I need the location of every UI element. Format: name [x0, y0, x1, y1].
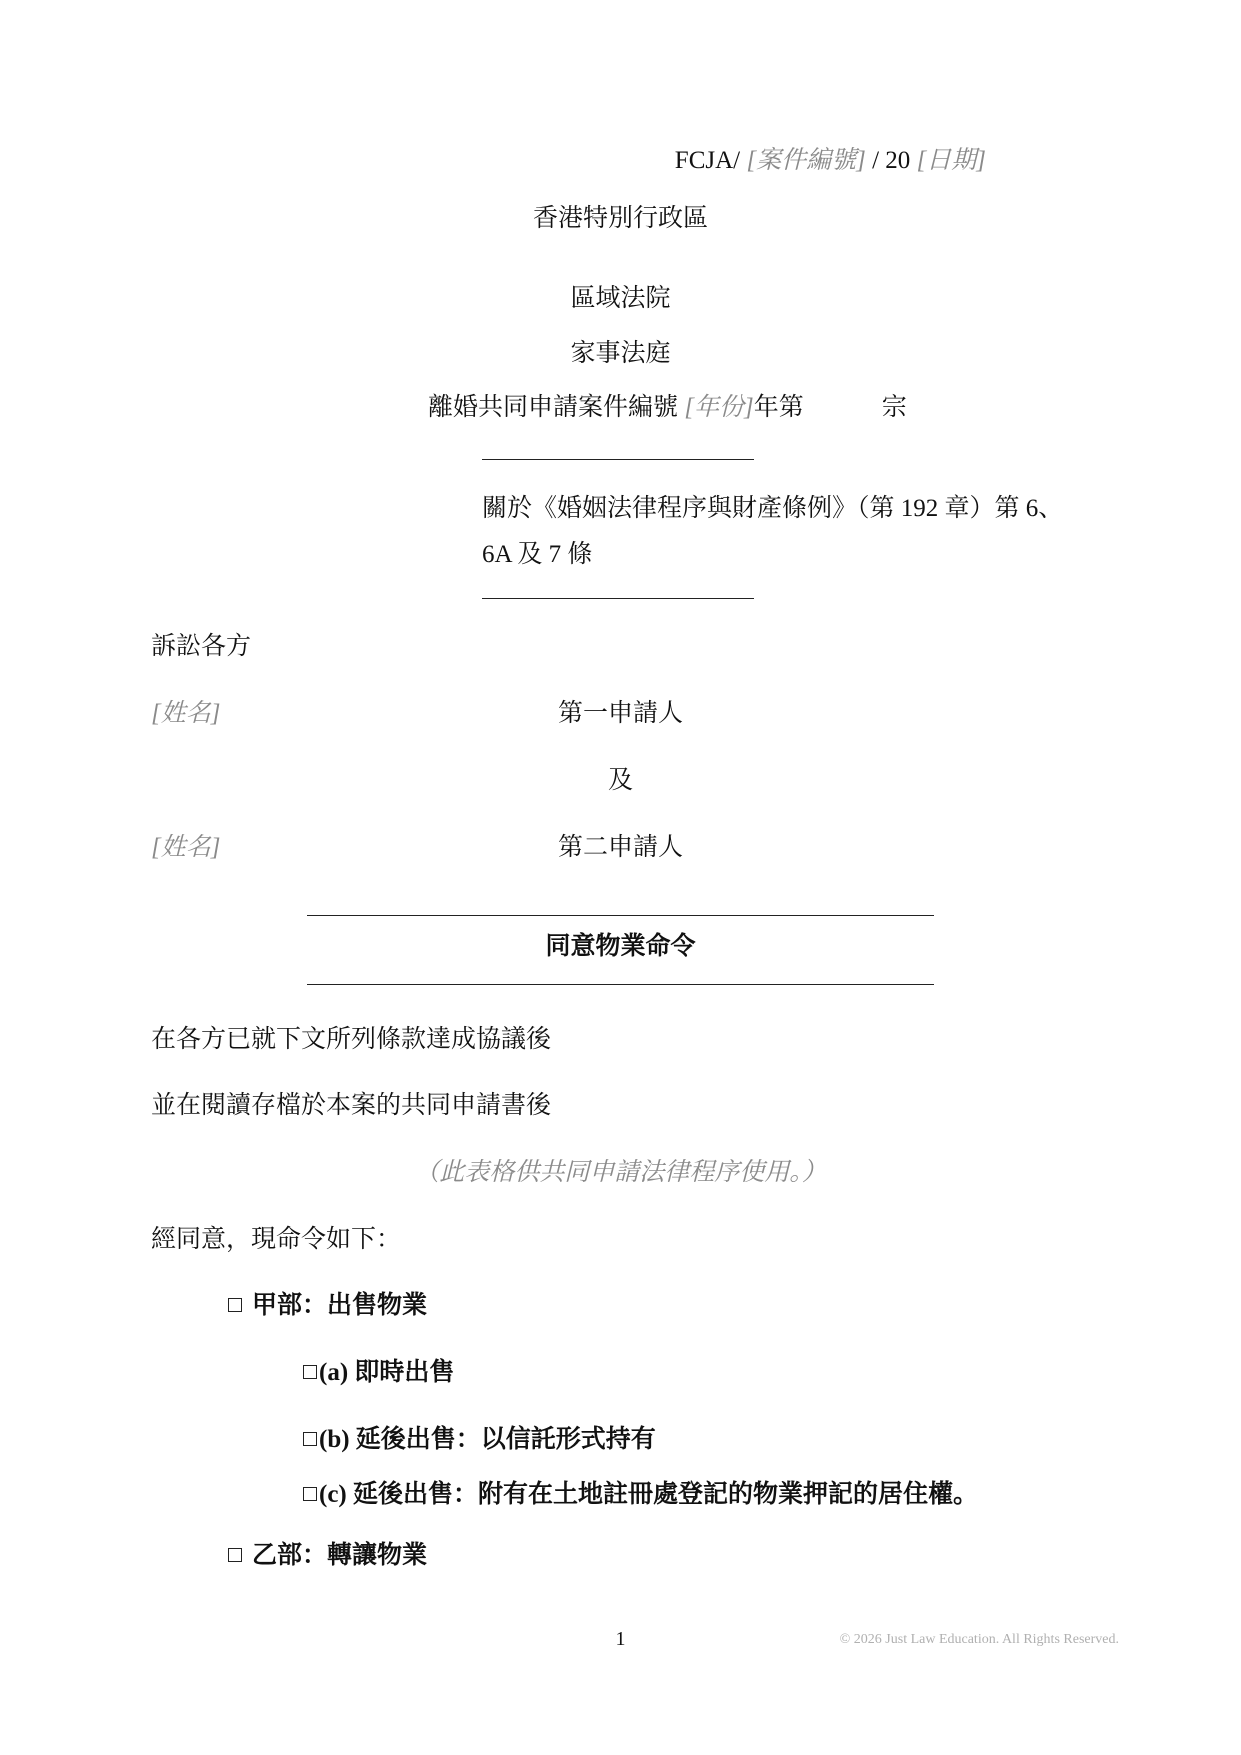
part-a-a-checkbox[interactable]	[303, 1365, 317, 1379]
case-number-line	[428, 395, 907, 420]
usage-note: （此表格供共同申請法律程序使用。）	[414, 1159, 827, 1186]
rule-bottom	[482, 598, 754, 599]
parties-heading: 訴訟各方	[151, 633, 252, 660]
matter-line-2: 6A 及 7 條	[482, 541, 593, 568]
part-a-a-label: (a) 即時出售	[319, 1359, 455, 1386]
part-b-label: 乙部：轉讓物業	[252, 1542, 428, 1569]
title-rule-top	[307, 915, 934, 916]
case-date-placeholder[interactable]: [日期]	[916, 147, 986, 174]
part-a-b-label: (b) 延後出售：以信託形式持有	[319, 1426, 656, 1453]
preamble-line-2: 並在閱讀存檔於本案的共同申請書後	[151, 1092, 552, 1119]
case-number-placeholder[interactable]: [案件編號]	[746, 147, 866, 174]
option-part-b	[228, 1543, 427, 1568]
option-part-a	[228, 1293, 427, 1318]
party1-name-placeholder[interactable]: [姓名]	[151, 700, 221, 727]
parties-and: 及	[607, 767, 633, 794]
party2-role: 第二申請人	[557, 834, 683, 861]
case-year-separator: / 20	[865, 147, 917, 174]
part-a-c-checkbox[interactable]	[303, 1487, 317, 1501]
party1-role: 第一申請人	[557, 700, 683, 727]
court-line-2: 區域法院	[570, 285, 671, 312]
copyright-notice: © 2026 Just Law Education. All Rights Reserved.	[839, 1632, 1119, 1647]
party2-name-placeholder[interactable]: [姓名]	[151, 834, 221, 861]
part-a-b-checkbox[interactable]	[303, 1432, 317, 1446]
option-part-a-a	[303, 1360, 454, 1385]
order-title: 同意物業命令	[545, 933, 696, 960]
year-suffix: 年第	[753, 394, 804, 421]
case-reference	[675, 148, 986, 173]
court-line-3: 家事法庭	[570, 340, 671, 367]
matter-line-1: 關於《婚姻法律程序與財產條例》（第 192 章）第 6、	[482, 495, 1064, 522]
part-a-label: 甲部：出售物業	[252, 1292, 428, 1319]
case-prefix: FCJA/	[674, 147, 747, 174]
page-number: 1	[615, 1628, 626, 1650]
preamble-line-3: 經同意，現命令如下：	[151, 1226, 402, 1253]
part-a-c-label: (c) 延後出售：附有在土地註冊處登記的物業押記的居住權。	[319, 1481, 978, 1508]
court-line-1: 香港特別行政區	[532, 205, 708, 232]
preamble-line-1: 在各方已就下文所列條款達成協議後	[151, 1026, 552, 1053]
part-a-checkbox[interactable]	[228, 1298, 242, 1312]
option-part-a-b	[303, 1427, 656, 1452]
case-number-label: 離婚共同申請案件編號	[428, 394, 685, 421]
option-part-a-c	[303, 1482, 978, 1507]
year-placeholder[interactable]: [年份]	[684, 394, 754, 421]
title-rule-bottom	[307, 984, 934, 985]
rule-top	[482, 459, 754, 460]
case-suffix: 宗	[881, 394, 907, 421]
part-b-checkbox[interactable]	[228, 1548, 242, 1562]
